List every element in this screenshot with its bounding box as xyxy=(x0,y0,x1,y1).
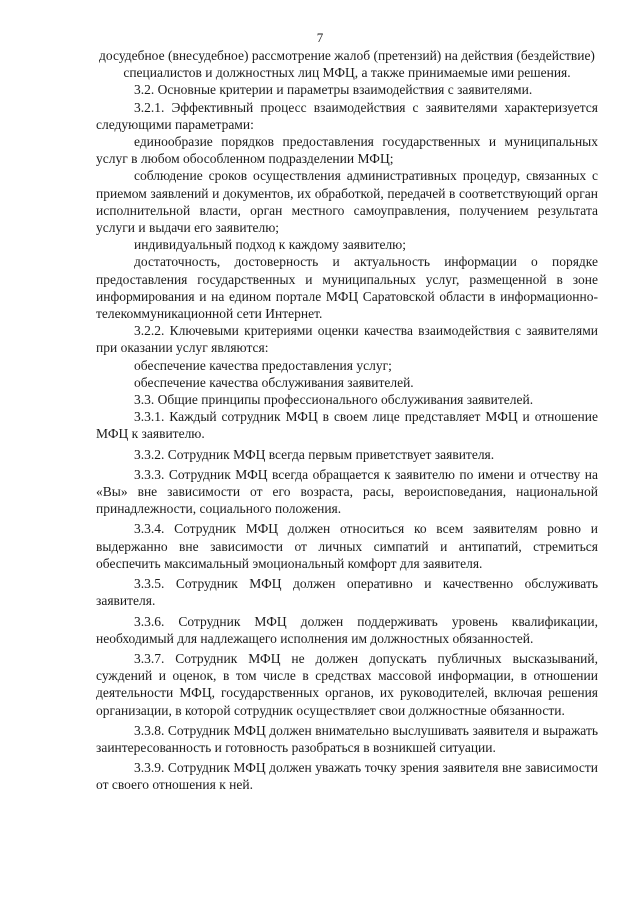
paragraph-8: 3.2.2. Ключевыми критериями оценки качества взаимодействия с заявителями при оказании услуг являются: xyxy=(96,323,598,356)
paragraph-19: 3.3.8. Сотрудник МФЦ должен внимательно выслушивать заявителя и выражать заинтересованность и готовность разобраться в возникшей ситуации. xyxy=(96,722,598,755)
paragraph-16: 3.3.5. Сотрудник МФЦ должен оперативно и качественно обслуживать заявителя. xyxy=(96,576,598,609)
paragraph-10: обеспечение качества обслуживания заявителей. xyxy=(134,374,414,390)
paragraph-15: 3.3.4. Сотрудник МФЦ должен относиться ко всем заявителям ровно и выдержанно вне зависимости от личных симпатий и антипатий, стремиться обеспечить максимальный эмоциональный комфорт для заявителя. xyxy=(96,521,598,571)
paragraph-3: 3.2.1. Эффективный процесс взаимодействия с заявителями характеризуется следующими параметрами: xyxy=(96,99,598,132)
paragraph-20: 3.3.9. Сотрудник МФЦ должен уважать точку зрения заявителя вне зависимости от своего отношения к ней. xyxy=(96,760,598,793)
page-number: 7 xyxy=(316,30,324,45)
paragraph-4: единообразие порядков предоставления государственных и муниципальных услуг в любом обособленном подразделении МФЦ; xyxy=(96,134,598,167)
paragraph-9: обеспечение качества предоставления услуг; xyxy=(134,357,392,373)
paragraph-7: достаточность, достоверность и актуальность информации о порядке предоставления государственных и муниципальных услуг, размещенной в зоне информирования и на едином портале МФЦ Саратовской области в информационно-телекоммуникационной сети Интернет. xyxy=(96,254,598,322)
paragraph-12: 3.3.1. Каждый сотрудник МФЦ в своем лице представляет МФЦ и отношение МФЦ к заявителю. xyxy=(96,409,598,442)
document-body xyxy=(96,47,598,794)
paragraph-18: 3.3.7. Сотрудник МФЦ не должен допускать публичных высказываний, суждений и оценок, в том числе в средствах массовой информации, в отношении деятельности МФЦ, государственных органов, их руководителей, включая решения организации, в которой сотрудник осуществляет свои должностные обязанности. xyxy=(96,650,598,718)
paragraph-6: индивидуальный подход к каждому заявителю; xyxy=(134,237,407,253)
paragraph-14: 3.3.3. Сотрудник МФЦ всегда обращается к заявителю по имени и отчеству на «Вы» вне зависимости от его возраста, расы, вероисповедания, национальной принадлежности, социального положения. xyxy=(96,466,598,517)
paragraph-13: 3.3.2. Сотрудник МФЦ всегда первым приветствует заявителя. xyxy=(134,446,495,462)
paragraph-1: досудебное (внесудебное) рассмотрение жалоб (претензий) на действия (бездействие) специалистов и должностных лиц МФЦ, а также принимаемые ими решения. xyxy=(99,48,595,81)
paragraph-11: 3.3. Общие принципы профессионального обслуживания заявителей. xyxy=(134,392,534,408)
paragraph-5: соблюдение сроков осуществления административных процедур, связанных с приемом заявлений и документов, их обработкой, передачей в соответствующий орган исполнительной власти, орган местного самоуправления, получением результата услуги и выдачи его заявителю; xyxy=(96,168,598,236)
paragraph-2: 3.2. Основные критерии и параметры взаимодействия с заявителями. xyxy=(134,82,533,98)
paragraph-17: 3.3.6. Сотрудник МФЦ должен поддерживать уровень квалификации, необходимый для надлежащего исполнения им должностных обязанностей. xyxy=(96,613,598,646)
